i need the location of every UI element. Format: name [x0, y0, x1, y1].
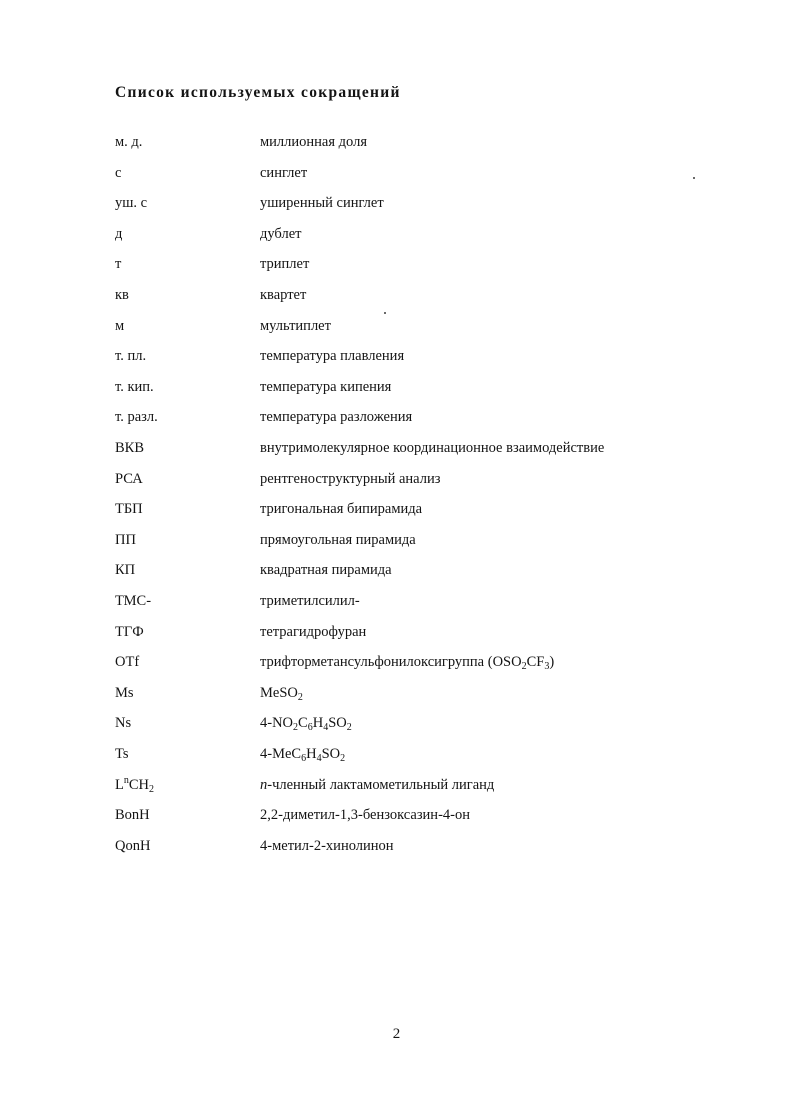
abbreviation-row: [0, 805, 793, 829]
abbreviation: $L^nCH_2$: [115, 775, 155, 795]
definition: квадратная пирамида: [260, 562, 392, 578]
abbreviation: QonH: [115, 838, 151, 854]
abbreviation-row: [0, 224, 793, 248]
abbreviation: ТГФ: [115, 624, 144, 640]
abbreviation-row: [0, 163, 793, 187]
abbreviation: OTf: [115, 654, 140, 670]
definition: уширенный синглет: [260, 195, 384, 211]
abbreviation-row: [0, 560, 793, 584]
abbreviation: д: [115, 226, 123, 242]
abbreviation: Ns: [115, 715, 132, 731]
abbreviation: ТМС-: [115, 593, 152, 609]
definition: рентгеноструктурный анализ: [260, 471, 441, 487]
abbreviation-row: [0, 132, 793, 156]
abbreviation-row: [0, 499, 793, 523]
abbreviation: ТБП: [115, 501, 143, 517]
page-number: 2: [392, 1026, 401, 1042]
abbreviation: м. д.: [115, 134, 143, 150]
abbreviation: Ts: [115, 746, 129, 762]
abbreviation: т: [115, 256, 122, 272]
abbreviation-row: [0, 744, 793, 768]
abbreviation: BonH: [115, 807, 150, 823]
definition: трифторметансульфонилоксигруппа $(OSO_2CF_3)$: [260, 654, 555, 672]
abbreviation: Ms: [115, 685, 134, 701]
definition: мультиплет: [260, 318, 331, 334]
definition: внутримолекулярное координационное взаимодействие: [260, 440, 605, 456]
abbreviation-row: [0, 836, 793, 860]
abbreviation: ВКВ: [115, 440, 145, 456]
page-title: Список используемых сокращений: [115, 84, 401, 101]
definition: $4-MeC_6H_4SO_2$: [260, 746, 346, 764]
abbreviation: КП: [115, 562, 136, 578]
abbreviation-row: [0, 775, 793, 799]
definition: прямоугольная пирамида: [260, 532, 416, 548]
abbreviation-row: [0, 591, 793, 615]
abbreviation-row: [0, 438, 793, 462]
definition: миллионная доля: [260, 134, 368, 150]
abbreviation-row: [0, 622, 793, 646]
abbreviation: ПП: [115, 532, 136, 548]
abbreviation: РСА: [115, 471, 143, 487]
abbreviation-row: [0, 254, 793, 278]
definition: n-членный лактамометильный лиганд: [260, 777, 495, 793]
abbreviation: кв: [115, 287, 129, 303]
abbreviation-row: [0, 285, 793, 309]
definition: температура кипения: [260, 379, 392, 395]
definition: температура плавления: [260, 348, 405, 364]
definition: синглет: [260, 165, 308, 181]
scan-speck: [693, 177, 695, 179]
scan-speck: [384, 312, 386, 314]
definition: температура разложения: [260, 409, 413, 425]
definition: 4-метил-2-хинолинон: [260, 838, 394, 854]
abbreviation-row: [0, 193, 793, 217]
abbreviation-row: [0, 683, 793, 707]
definition: MeSO$_2$: [260, 685, 303, 703]
definition: дублет: [260, 226, 302, 242]
definition: квартет: [260, 287, 307, 303]
abbreviation: т. пл.: [115, 348, 147, 364]
abbreviation-row: [0, 469, 793, 493]
definition: тригональная бипирамида: [260, 501, 423, 517]
abbreviation: м: [115, 318, 125, 334]
definition: триметилсилил-: [260, 593, 360, 609]
abbreviation: т. кип.: [115, 379, 154, 395]
definition: 2,2-диметил-1,3-бензоксазин-4-он: [260, 807, 470, 823]
abbreviation-row: [0, 713, 793, 737]
abbreviation-row: [0, 530, 793, 554]
definition: тетрагидрофуран: [260, 624, 367, 640]
abbreviation-row: [0, 377, 793, 401]
definition: $4-NO_2C_6H_4SO_2$: [260, 715, 352, 733]
abbreviation-row: [0, 652, 793, 676]
abbreviation-row: [0, 407, 793, 431]
abbreviation: т. разл.: [115, 409, 158, 425]
abbreviation-row: [0, 316, 793, 340]
definition: триплет: [260, 256, 310, 272]
abbreviation-row: [0, 346, 793, 370]
abbreviation: с: [115, 165, 122, 181]
abbreviation: уш. с: [115, 195, 148, 211]
